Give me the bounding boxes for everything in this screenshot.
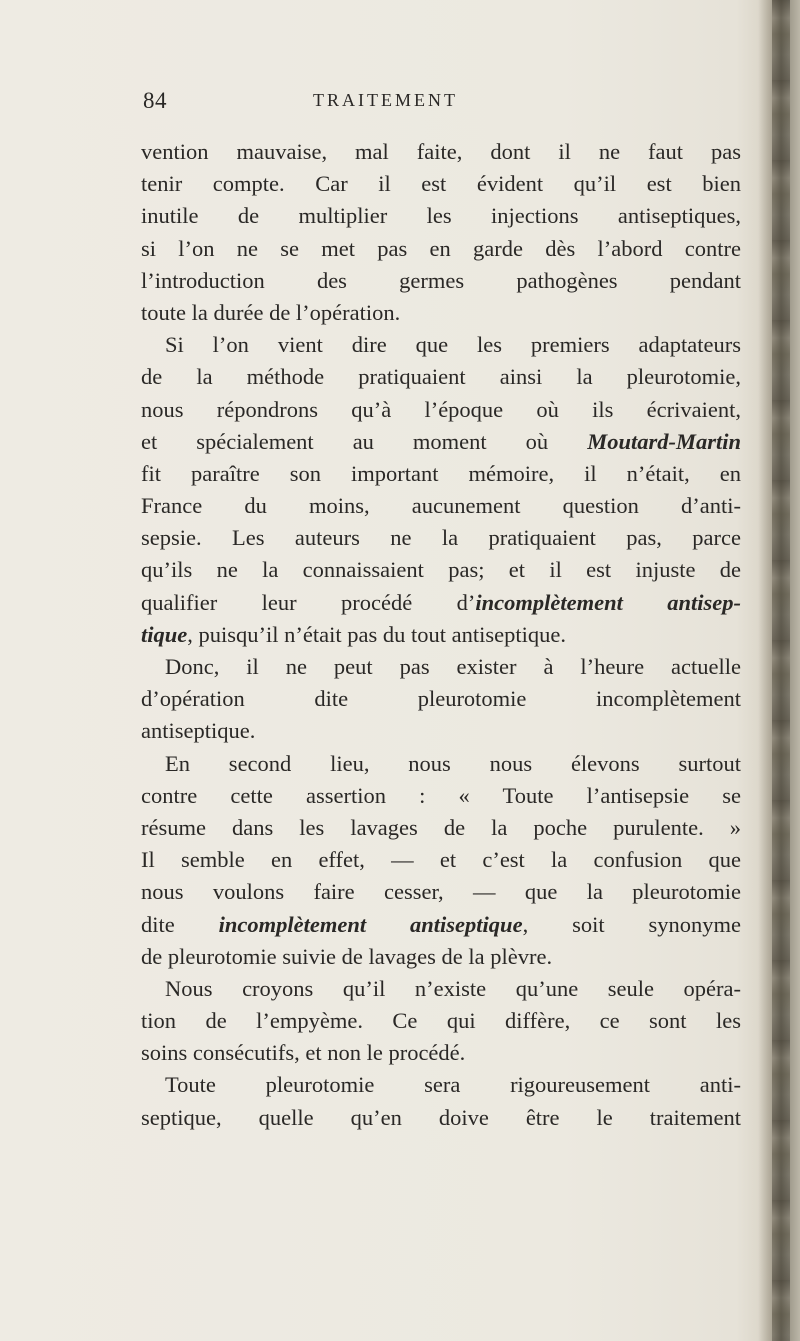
text-line: d’opération dite pleurotomie incomplètement (141, 686, 741, 712)
italic-term: incomplètement antiseptique (218, 911, 523, 937)
text-line: Si l’on vient dire que les premiers adaptateurs (165, 332, 741, 358)
text-line: En second lieu, nous nous élevons surtout (165, 750, 741, 776)
text-line: nous répondrons qu’à l’époque où ils écrivaient, (141, 396, 741, 422)
text-line (141, 587, 741, 619)
italic-term: incomplètement antisep- (475, 589, 741, 615)
text-line: de la méthode pratiquaient ainsi la pleurotomie, (141, 364, 741, 390)
text-line: fit paraître son important mémoire, il n’était, en (141, 460, 741, 486)
text-segment: , puisqu’il n’était pas du tout antiseptique. (187, 621, 566, 647)
text-line: Toute pleurotomie sera rigoureusement anti- (165, 1072, 741, 1098)
body-text (141, 136, 741, 1134)
text-segment: et spécialement au moment où (141, 428, 588, 454)
text-line: de pleurotomie suivie de lavages de la plèvre. (141, 943, 553, 969)
text-line: qu’ils ne la connaissaient pas; et il est injuste de (141, 557, 741, 583)
text-segment: , soit synonyme (522, 911, 741, 937)
page-binding-edge (758, 0, 800, 1341)
text-line: septique, quelle qu’en doive être le traitement (141, 1104, 741, 1130)
text-line: Il semble en effet, — et c’est la confusion que (141, 847, 741, 873)
text-line: sepsie. Les auteurs ne la pratiquaient pas, parce (141, 525, 741, 551)
page-number: 84 (143, 88, 167, 113)
text-line: inutile de multiplier les injections antiseptiques, (141, 203, 741, 229)
text-line: antiseptique. (141, 718, 256, 744)
text-line: tenir compte. Car il est évident qu’il est bien (141, 171, 741, 197)
text-line (141, 619, 741, 651)
text-line: toute la durée de l’opération. (141, 299, 401, 325)
text-line: France du moins, aucunement question d’anti- (141, 493, 741, 519)
text-line (141, 909, 741, 941)
text-line: l’introduction des germes pathogènes pendant (141, 267, 741, 293)
text-line: Nous croyons qu’il n’existe qu’une seule opéra- (165, 975, 741, 1001)
text-line: vention mauvaise, mal faite, dont il ne faut pas (141, 139, 741, 164)
text-line: contre cette assertion : « Toute l’antisepsie se (141, 782, 741, 808)
running-head: TRAITEMENT (313, 90, 458, 110)
text-segment: qualifier leur procédé d’ (141, 589, 476, 615)
text-line: tion de l’empyème. Ce qui diffère, ce sont les (141, 1008, 741, 1034)
text-line: si l’on ne se met pas en garde dès l’abord contre (141, 235, 741, 261)
text-line: Donc, il ne peut pas exister à l’heure actuelle (165, 654, 741, 679)
italic-term: tique (141, 621, 188, 647)
page-header (0, 88, 800, 118)
text-line: nous voulons faire cesser, — que la pleurotomie (141, 879, 741, 905)
text-line (141, 426, 741, 458)
author-name: Moutard-Martin (587, 428, 741, 454)
text-line: soins consécutifs, et non le procédé. (141, 1040, 466, 1066)
text-segment: dite (141, 911, 219, 937)
text-line: résume dans les lavages de la poche purulente. » (141, 814, 741, 840)
